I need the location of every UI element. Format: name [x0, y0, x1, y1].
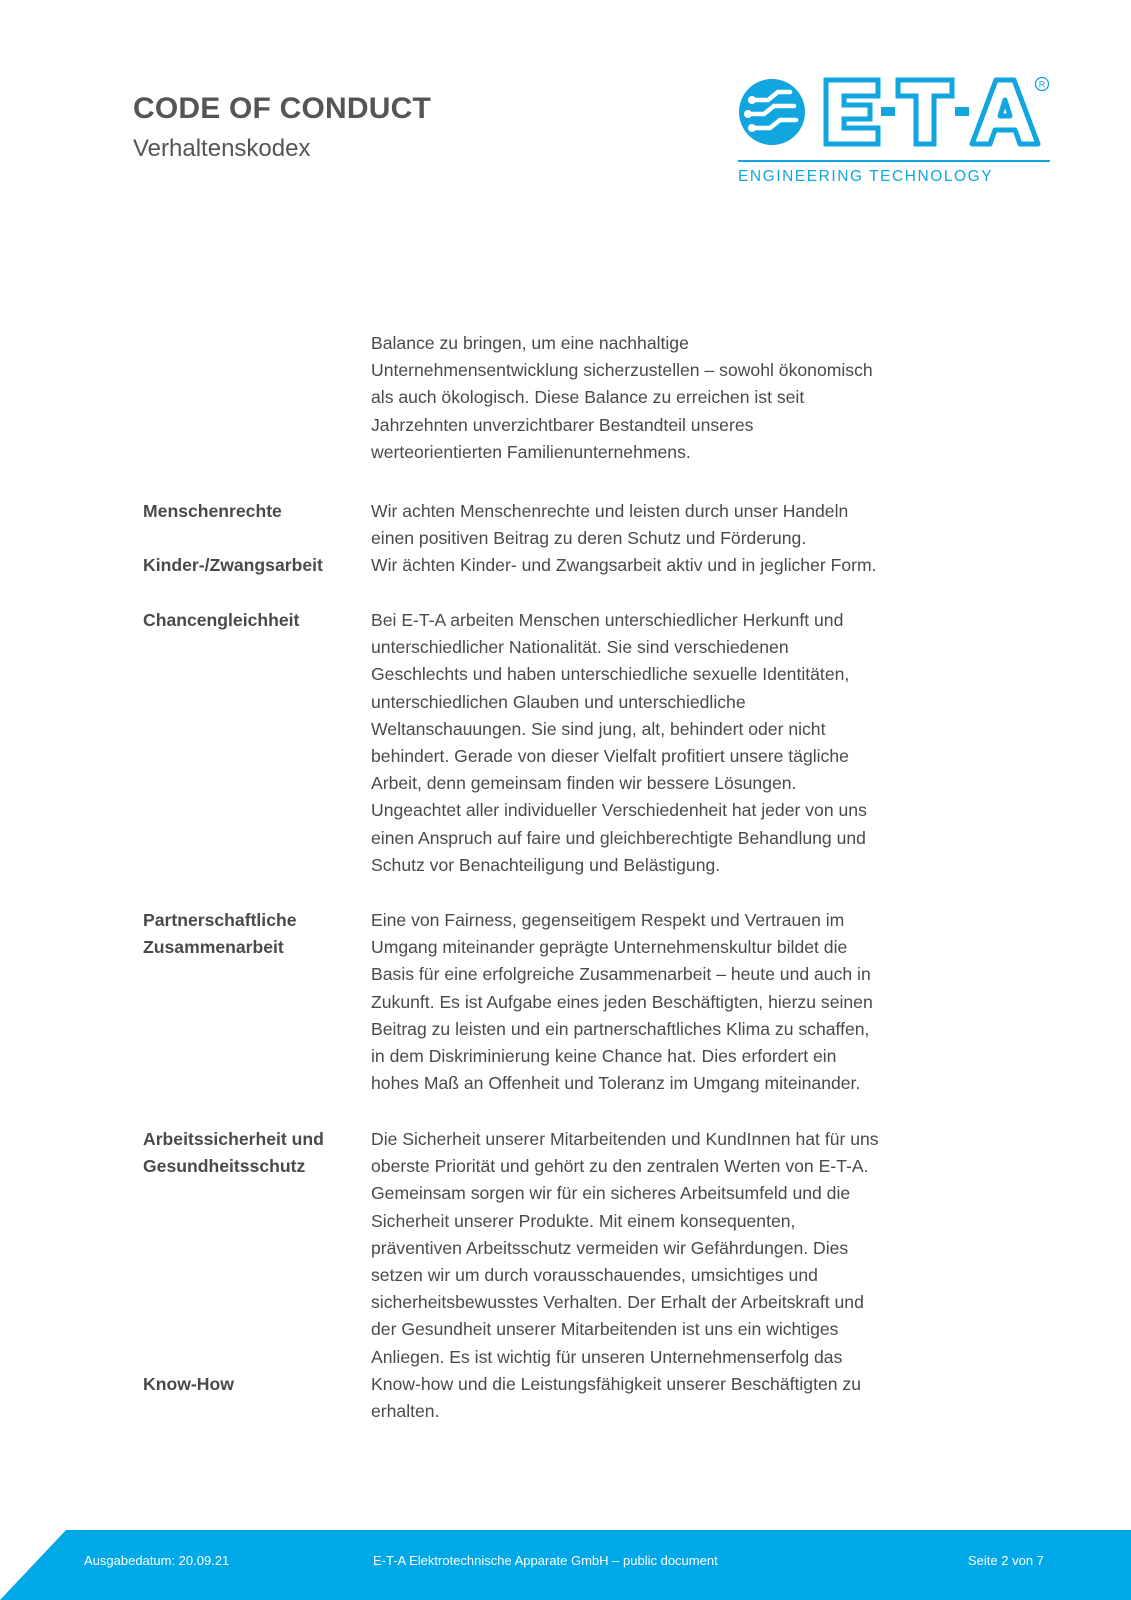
text-line: Sicherheit unserer Produkte. Mit einem konsequenten, [371, 1210, 796, 1231]
text-line: erhalten. [371, 1401, 440, 1422]
section-label: Kinder-/Zwangsarbeit [143, 555, 323, 575]
text-line: einen Anspruch auf faire und gleichberechtigte Behandlung und [371, 827, 866, 848]
text-line: Jahrzehnten unverzichtbarer Bestandteil unseres [371, 414, 754, 435]
text-line: Gemeinsam sorgen wir für ein sicheres Arbeitsumfeld und die [371, 1183, 851, 1204]
section-label: Zusammenarbeit [143, 937, 284, 957]
text-line: oberste Priorität und gehört zu den zentralen Werten von E-T-A. [371, 1156, 869, 1177]
text-line: der Gesundheit unserer Mitarbeitenden ist uns ein wichtiges [371, 1319, 839, 1340]
section-label: Gesundheitsschutz [143, 1156, 306, 1176]
text-line: Umgang miteinander geprägte Unternehmenskultur bildet die [371, 937, 848, 958]
text-line: Zukunft. Es ist Aufgabe eines jeden Beschäftigten, hierzu seinen [371, 991, 873, 1012]
text-line: setzen wir um durch vorausschauendes, umsichtiges und [371, 1265, 818, 1286]
text-line: Bei E-T-A arbeiten Menschen unterschiedlicher Herkunft und [371, 610, 844, 630]
text-line: Eine von Fairness, gegenseitigem Respekt und Vertrauen im [371, 910, 845, 930]
text-line: Basis für eine erfolgreiche Zusammenarbeit – heute und auch in [371, 964, 871, 985]
text-line: Schutz vor Benachteiligung und Belästigung. [371, 854, 721, 875]
text-line: Die Sicherheit unserer Mitarbeitenden und KundInnen hat für uns [371, 1129, 879, 1149]
logo-rule [738, 160, 1050, 162]
svg-text:R: R [1038, 79, 1046, 90]
text-line: unterschiedlichen Glauben und unterschiedliche [371, 691, 746, 712]
text-line: in dem Diskriminierung keine Chance hat. Dies erfordert ein [371, 1046, 837, 1067]
section-label: Menschenrechte [143, 501, 282, 521]
company-notice: E-T-A Elektrotechnische Apparate GmbH – public document [373, 1553, 718, 1568]
section-label: Know-How [143, 1374, 234, 1394]
text-line: Balance zu bringen, um eine nachhaltige [371, 333, 689, 353]
text-line: Geschlechts und haben unterschiedliche sexuelle Identitäten, [371, 664, 850, 685]
issue-date: Ausgabedatum: 20.09.21 [84, 1553, 230, 1568]
text-line: hohes Maß an Offenheit und Toleranz im Umgang miteinander. [371, 1073, 861, 1094]
document-title: CODE OF CONDUCT [133, 92, 431, 125]
section-text [371, 1371, 931, 1425]
section-text [371, 607, 931, 879]
document-subtitle: Verhaltenskodex [133, 135, 311, 162]
page-footer [0, 1530, 1131, 1600]
section-label: Arbeitssicherheit und [143, 1129, 324, 1149]
section-text [371, 552, 931, 579]
section-text [371, 330, 931, 466]
text-line: als auch ökologisch. Diese Balance zu erreichen ist seit [371, 387, 805, 408]
text-line: Unternehmensentwicklung sicherzustellen – sowohl ökonomisch [371, 360, 873, 381]
text-line: behindert. Gerade von dieser Vielfalt profitiert unsere tägliche [371, 746, 849, 767]
logo-tagline: ENGINEERING TECHNOLOGY [738, 168, 994, 185]
section-text [371, 1126, 931, 1371]
page-number: Seite 2 von 7 [968, 1553, 1044, 1568]
text-line: einen positiven Beitrag zu deren Schutz und Förderung. [371, 528, 807, 549]
text-line: Weltanschauungen. Sie sind jung, alt, behindert oder nicht [371, 718, 826, 739]
text-line: Wir achten Menschenrechte und leisten durch unser Handeln [371, 501, 849, 521]
text-line: Wir ächten Kinder- und Zwangsarbeit aktiv und in jeglicher Form. [371, 555, 877, 575]
text-line: Arbeit, denn gemeinsam finden wir bessere Lösungen. [371, 773, 797, 794]
eta-logo [738, 74, 1058, 194]
text-line: Anliegen. Es ist wichtig für unseren Unternehmenserfolg das [371, 1346, 843, 1367]
section-text [371, 907, 931, 1097]
text-line: Know-how und die Leistungsfähigkeit unserer Beschäftigten zu [371, 1374, 861, 1394]
section-label: Chancengleichheit [143, 610, 300, 630]
text-line: präventiven Arbeitsschutz vermeiden wir Gefährdungen. Dies [371, 1237, 849, 1258]
section-label: Partnerschaftliche [143, 910, 297, 930]
text-line: unterschiedlicher Nationalität. Sie sind verschiedenen [371, 637, 789, 658]
text-line: sicherheitsbewusstes Verhalten. Der Erhalt der Arbeitskraft und [371, 1292, 864, 1313]
text-line: werteorientierten Familienunternehmens. [371, 441, 691, 462]
section-text [371, 498, 931, 552]
text-line: Beitrag zu leisten und ein partnerschaftliches Klima zu schaffen, [371, 1018, 870, 1039]
eta-logo-mark [738, 74, 1050, 154]
text-line: Ungeachtet aller individueller Verschiedenheit hat jeder von uns [371, 800, 867, 821]
